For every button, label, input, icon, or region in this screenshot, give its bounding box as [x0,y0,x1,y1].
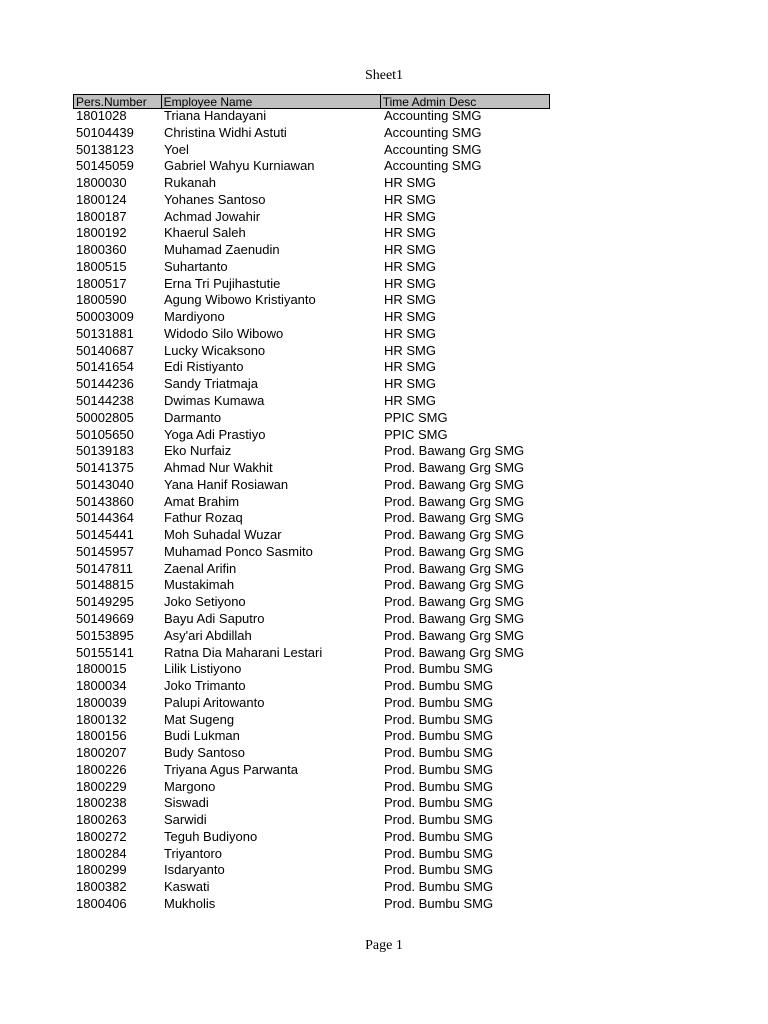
employee-name-cell: Joko Setiyono [164,594,246,610]
employee-name-cell: Palupi Aritowanto [164,694,265,710]
time-admin-desc-cell: Prod. Bumbu SMG [384,711,494,727]
table-row [73,494,550,511]
pers-number-cell: 1800015 [76,661,127,677]
pers-number-cell: 1800406 [76,895,127,911]
pers-number-cell: 50145059 [76,158,134,174]
pers-number-cell: 50140687 [76,342,134,358]
time-admin-desc-cell: Prod. Bumbu SMG [384,812,494,828]
pers-number-cell: 1800124 [76,191,127,207]
time-admin-desc-cell: HR SMG [384,393,436,409]
table-row [73,695,550,712]
employee-name-cell: Erna Tri Pujihastutie [164,275,281,291]
pers-number-cell: 1800299 [76,862,127,878]
employee-name-cell: Suhartanto [164,258,228,274]
employee-name-cell: Mustakimah [164,577,235,593]
table-row [73,343,550,360]
pers-number-cell: 50145957 [76,543,134,559]
time-admin-desc-cell: HR SMG [384,225,436,241]
time-admin-desc-cell: Prod. Bumbu SMG [384,694,494,710]
pers-number-cell: 50147811 [76,560,133,576]
pers-number-cell: 50141654 [76,359,134,375]
table-row [73,645,550,662]
table-row [73,879,550,896]
time-admin-desc-cell: Prod. Bawang Grg SMG [384,476,525,492]
table-row [73,192,550,209]
employee-name-cell: Moh Suhadal Wuzar [164,527,282,543]
employee-name-cell: Budy Santoso [164,745,245,761]
employee-name-cell: Kaswati [164,879,210,895]
table-row [73,443,550,460]
time-admin-desc-cell: Prod. Bawang Grg SMG [384,594,525,610]
table-row [73,812,550,829]
employee-name-cell: Rukanah [164,175,217,191]
employee-name-cell: Mukholis [164,895,216,911]
pers-number-cell: 1800238 [76,795,127,811]
table-row [73,393,550,410]
time-admin-desc-cell: Prod. Bumbu SMG [384,661,494,677]
time-admin-desc-cell: Prod. Bawang Grg SMG [384,527,525,543]
pers-number-cell: 50104439 [76,124,134,140]
pers-number-cell: 1800517 [76,275,127,291]
table-row [73,242,550,259]
time-admin-desc-cell: Prod. Bumbu SMG [384,745,494,761]
pers-number-cell: 50144238 [76,393,134,409]
employee-name-cell: Siswadi [164,795,209,811]
pers-number-cell: 50148815 [76,577,134,593]
time-admin-desc-cell: HR SMG [384,191,436,207]
time-admin-desc-cell: PPIC SMG [384,409,448,425]
column-header-pers-number: Pers.Number [74,95,162,108]
employee-name-cell: Teguh Budiyono [164,828,258,844]
pers-number-cell: 1800226 [76,761,127,777]
table-row [73,561,550,578]
pers-number-cell: 50003009 [76,309,134,325]
table-row [73,527,550,544]
time-admin-desc-cell: Accounting SMG [384,141,482,157]
time-admin-desc-cell: Prod. Bumbu SMG [384,795,494,811]
time-admin-desc-cell: Prod. Bawang Grg SMG [384,610,525,626]
employee-name-cell: Margono [164,778,216,794]
table-row [73,477,550,494]
pers-number-cell: 50144236 [76,376,134,392]
employee-name-cell: Sarwidi [164,812,207,828]
time-admin-desc-cell: HR SMG [384,275,436,291]
employee-name-cell: Yana Hanif Rosiawan [164,476,289,492]
time-admin-desc-cell: PPIC SMG [384,426,448,442]
pers-number-cell: 1800207 [76,745,127,761]
table-row [73,510,550,527]
table-row [73,896,550,913]
pers-number-cell: 1800272 [76,828,127,844]
pers-number-cell: 50138123 [76,141,134,157]
time-admin-desc-cell: Accounting SMG [384,158,482,174]
time-admin-desc-cell: Prod. Bawang Grg SMG [384,543,525,559]
table-row [73,628,550,645]
employee-name-cell: Zaenal Arifin [164,560,237,576]
time-admin-desc-cell: HR SMG [384,258,436,274]
pers-number-cell: 50141375 [76,460,134,476]
pers-number-cell: 50139183 [76,443,134,459]
table-row [73,209,550,226]
time-admin-desc-cell: Prod. Bumbu SMG [384,778,494,794]
pers-number-cell: 1800382 [76,879,127,895]
employee-table [73,94,550,913]
table-row [73,326,550,343]
table-row [73,309,550,326]
table-row [73,259,550,276]
time-admin-desc-cell: Prod. Bumbu SMG [384,862,494,878]
table-header [73,94,550,109]
table-row [73,795,550,812]
employee-name-cell: Mat Sugeng [164,711,235,727]
pers-number-cell: 1800030 [76,175,127,191]
table-row [73,125,550,142]
employee-name-cell: Asy'ari Abdillah [164,627,252,643]
time-admin-desc-cell: HR SMG [384,309,436,325]
table-row [73,862,550,879]
employee-name-cell: Ratna Dia Maharani Lestari [164,644,323,660]
pers-number-cell: 1800229 [76,778,127,794]
pers-number-cell: 1800039 [76,694,127,710]
pers-number-cell: 50155141 [76,644,134,660]
time-admin-desc-cell: HR SMG [384,242,436,258]
pers-number-cell: 1800192 [76,225,127,241]
employee-name-cell: Ahmad Nur Wakhit [164,460,273,476]
pers-number-cell: 1801028 [76,108,127,123]
time-admin-desc-cell: HR SMG [384,292,436,308]
pers-number-cell: 50145441 [76,527,134,543]
time-admin-desc-cell: Prod. Bumbu SMG [384,879,494,895]
time-admin-desc-cell: Prod. Bawang Grg SMG [384,627,525,643]
employee-name-cell: Triyana Agus Parwanta [164,761,298,777]
time-admin-desc-cell: HR SMG [384,175,436,191]
time-admin-desc-cell: HR SMG [384,208,436,224]
pers-number-cell: 1800590 [76,292,127,308]
time-admin-desc-cell: Prod. Bawang Grg SMG [384,560,525,576]
table-row [73,376,550,393]
employee-name-cell: Christina Widhi Astuti [164,124,287,140]
table-row [73,577,550,594]
table-row [73,594,550,611]
table-row [73,359,550,376]
employee-name-cell: Dwimas Kumawa [164,393,265,409]
column-header-time-admin-desc: Time Admin Desc [382,95,477,108]
table-row [73,728,550,745]
pers-number-cell: 1800263 [76,812,127,828]
pers-number-cell: 1800515 [76,258,127,274]
table-row [73,175,550,192]
employee-name-cell: Mardiyono [164,309,225,325]
time-admin-desc-cell: HR SMG [384,376,436,392]
table-body [73,108,550,913]
employee-name-cell: Yoga Adi Prastiyo [164,426,266,442]
employee-name-cell: Gabriel Wahyu Kurniawan [164,158,315,174]
employee-name-cell: Muhamad Zaenudin [164,242,280,258]
pers-number-cell: 50144364 [76,510,134,526]
pers-number-cell: 1800034 [76,678,127,694]
time-admin-desc-cell: HR SMG [384,325,436,341]
table-row [73,745,550,762]
pers-number-cell: 1800132 [76,711,127,727]
table-row [73,108,550,125]
employee-name-cell: Yohanes Santoso [164,191,266,207]
time-admin-desc-cell: Prod. Bumbu SMG [384,728,494,744]
pers-number-cell: 50143040 [76,476,134,492]
pers-number-cell: 50002805 [76,409,134,425]
employee-name-cell: Lucky Wicaksono [164,342,266,358]
pers-number-cell: 1800156 [76,728,127,744]
table-row [73,292,550,309]
pers-number-cell: 50153895 [76,627,134,643]
table-row [73,225,550,242]
employee-name-cell: Sandy Triatmaja [164,376,258,392]
employee-name-cell: Amat Brahim [164,493,240,509]
employee-name-cell: Agung Wibowo Kristiyanto [164,292,316,308]
table-row [73,762,550,779]
time-admin-desc-cell: Accounting SMG [384,124,482,140]
employee-name-cell: Darmanto [164,409,222,425]
time-admin-desc-cell: Prod. Bumbu SMG [384,845,494,861]
table-row [73,142,550,159]
pers-number-cell: 1800360 [76,242,127,258]
time-admin-desc-cell: Prod. Bawang Grg SMG [384,644,525,660]
table-row [73,712,550,729]
table-row [73,158,550,175]
table-row [73,661,550,678]
sheet-title: Sheet1 [364,68,404,83]
employee-name-cell: Isdaryanto [164,862,225,878]
table-row [73,779,550,796]
time-admin-desc-cell: Prod. Bawang Grg SMG [384,577,525,593]
pers-number-cell: 1800187 [76,208,127,224]
time-admin-desc-cell: Prod. Bumbu SMG [384,895,494,911]
employee-name-cell: Achmad Jowahir [164,208,261,224]
employee-name-cell: Budi Lukman [164,728,240,744]
page-footer: Page 1 [365,938,403,953]
employee-name-cell: Yoel [164,141,189,157]
employee-name-cell: Triana Handayani [164,108,267,123]
employee-name-cell: Triyantoro [164,845,223,861]
time-admin-desc-cell: Prod. Bawang Grg SMG [384,510,525,526]
time-admin-desc-cell: Prod. Bumbu SMG [384,828,494,844]
employee-name-cell: Eko Nurfaiz [164,443,232,459]
table-row [73,460,550,477]
time-admin-desc-cell: Prod. Bumbu SMG [384,678,494,694]
pers-number-cell: 50149295 [76,594,134,610]
employee-name-cell: Widodo Silo Wibowo [164,325,284,341]
employee-name-cell: Lilik Listiyono [164,661,242,677]
table-row [73,678,550,695]
employee-name-cell: Joko Trimanto [164,678,246,694]
table-row [73,829,550,846]
time-admin-desc-cell: Prod. Bawang Grg SMG [384,493,525,509]
employee-name-cell: Muhamad Ponco Sasmito [164,543,313,559]
pers-number-cell: 50131881 [76,325,134,341]
pers-number-cell: 1800284 [76,845,127,861]
time-admin-desc-cell: Prod. Bumbu SMG [384,761,494,777]
pers-number-cell: 50143860 [76,493,134,509]
employee-name-cell: Bayu Adi Saputro [164,610,265,626]
pers-number-cell: 50149669 [76,610,134,626]
table-row [73,427,550,444]
time-admin-desc-cell: HR SMG [384,342,436,358]
employee-name-cell: Fathur Rozaq [164,510,243,526]
employee-name-cell: Khaerul Saleh [164,225,246,241]
table-row [73,410,550,427]
pers-number-cell: 50105650 [76,426,134,442]
time-admin-desc-cell: Accounting SMG [384,108,482,123]
time-admin-desc-cell: Prod. Bawang Grg SMG [384,443,525,459]
table-row [73,276,550,293]
table-row [73,846,550,863]
column-header-employee-name: Employee Name [162,95,381,108]
time-admin-desc-cell: Prod. Bawang Grg SMG [384,460,525,476]
time-admin-desc-cell: HR SMG [384,359,436,375]
table-row [73,611,550,628]
employee-name-cell: Edi Ristiyanto [164,359,244,375]
table-row [73,544,550,561]
